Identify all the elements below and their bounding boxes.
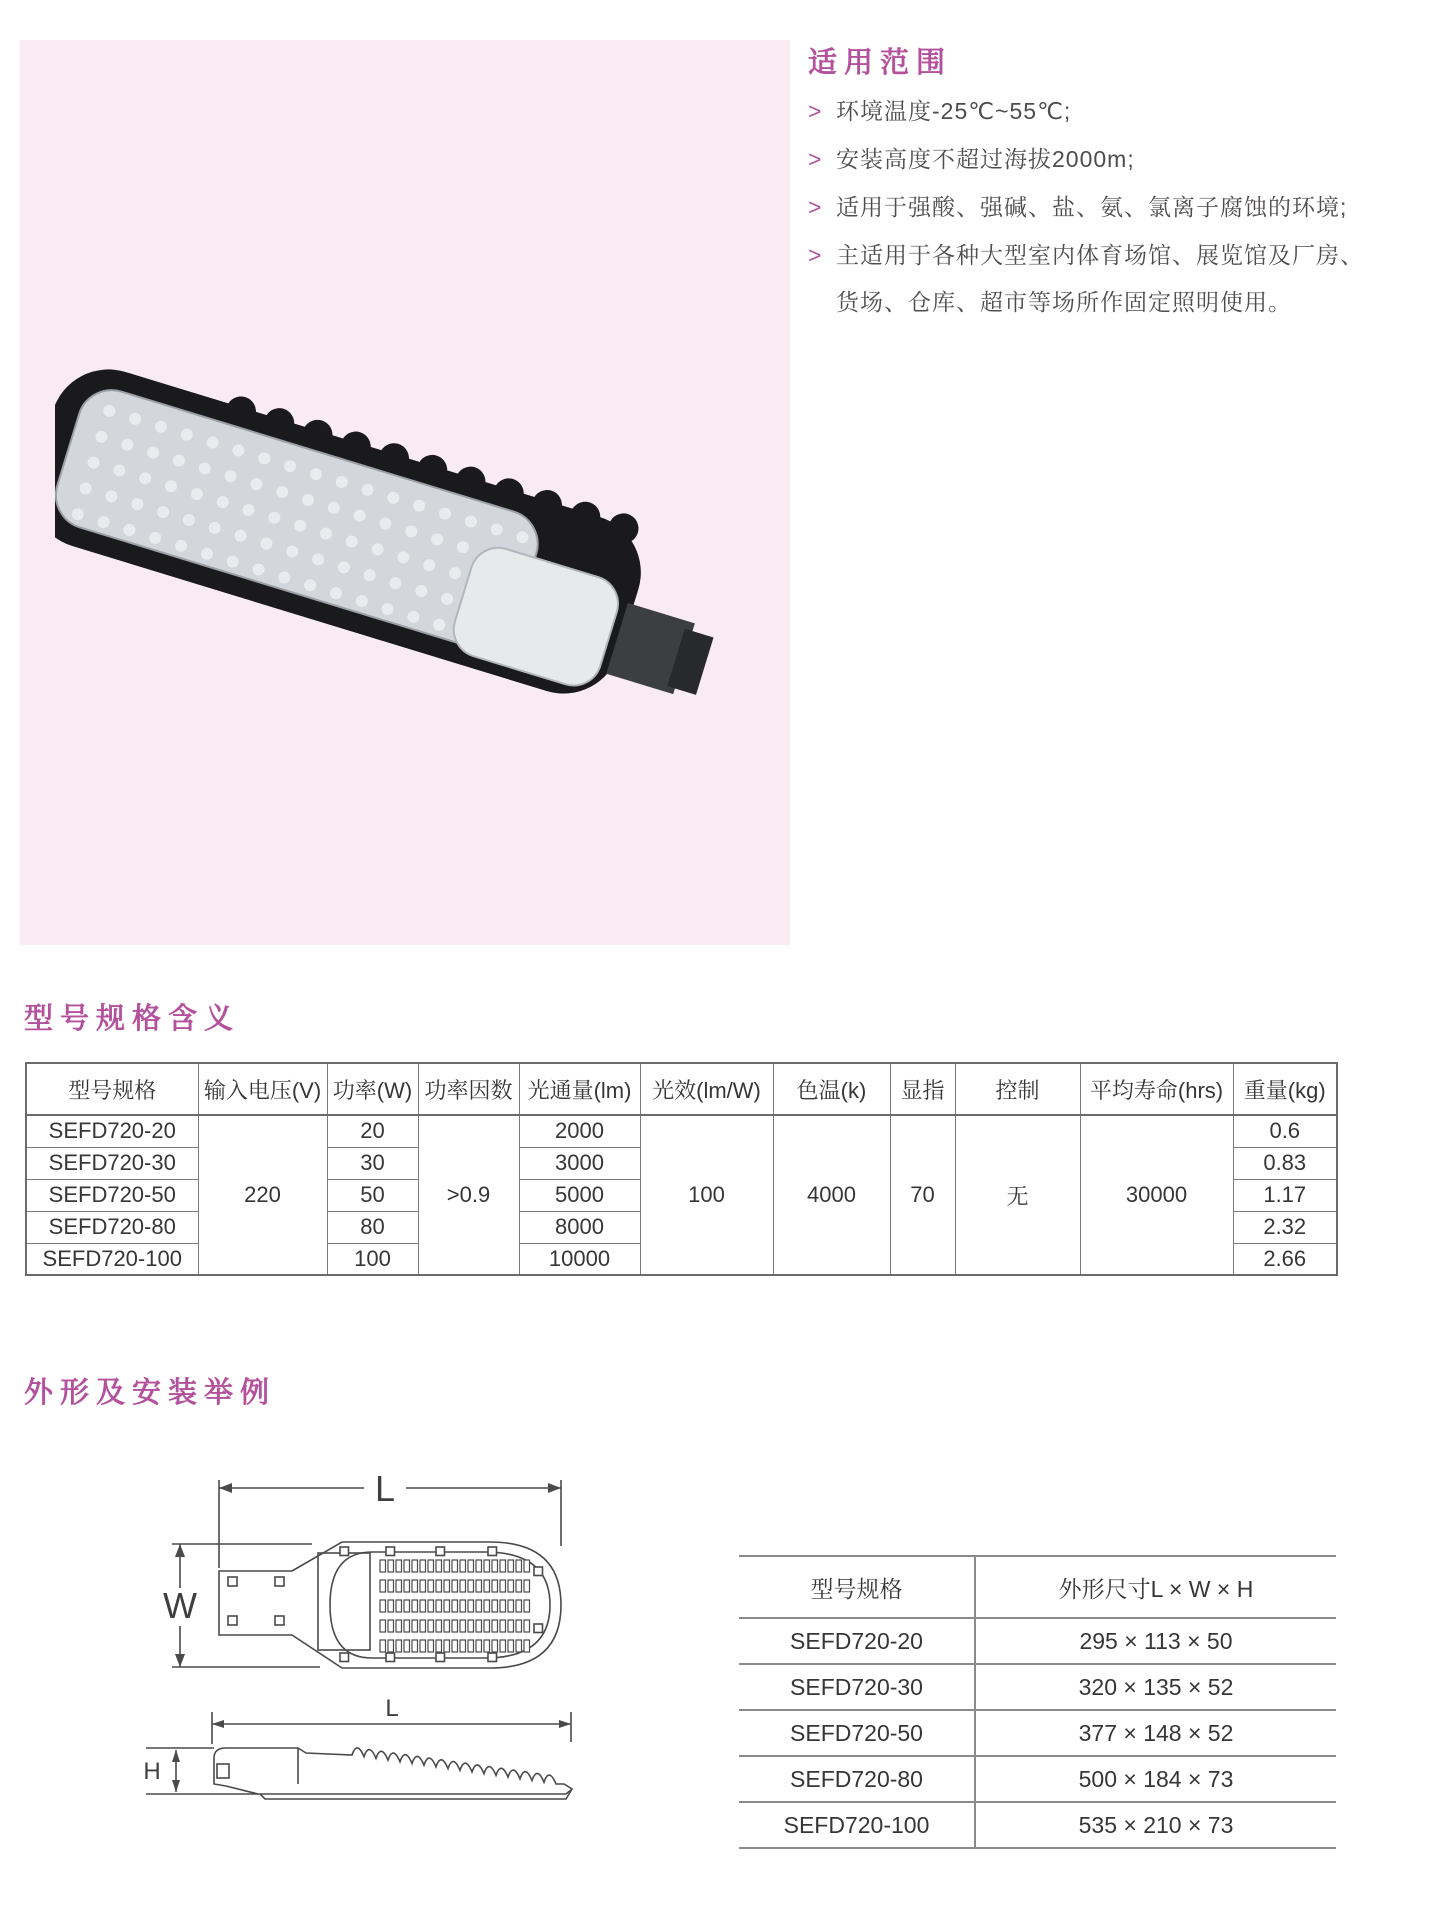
table-row <box>739 1618 1336 1664</box>
led-grid <box>380 1560 530 1652</box>
bullet-marker <box>808 287 836 317</box>
list-item-text: 货场、仓库、超市等场所作固定照明使用。 <box>836 289 1292 315</box>
weight-cell: 1.17 <box>1233 1179 1337 1211</box>
arrowhead <box>212 1720 224 1728</box>
dimensions-table <box>739 1555 1336 1849</box>
model-cell: SEFD720-30 <box>26 1147 198 1179</box>
size-cell: 295 × 113 × 50 <box>975 1618 1336 1664</box>
outline-section-title: 外形及安装举例 <box>24 1377 277 1409</box>
arrowhead <box>219 1483 232 1493</box>
table-header-row <box>739 1556 1336 1618</box>
header-cri: 显指 <box>890 1063 955 1115</box>
arrowhead <box>175 1544 185 1557</box>
header-voltage: 输入电压(V) <box>198 1063 327 1115</box>
list-item-text: 环境温度-25℃~55℃; <box>836 98 1072 124</box>
list-item-text: 安装高度不超过海拔2000m; <box>836 146 1135 172</box>
life-cell: 30000 <box>1080 1115 1233 1275</box>
weight-cell: 2.66 <box>1233 1243 1337 1275</box>
cri-cell: 70 <box>890 1115 955 1275</box>
power-cell: 30 <box>327 1147 418 1179</box>
power-cell: 100 <box>327 1243 418 1275</box>
header-power-factor: 功率因数 <box>418 1063 519 1115</box>
efficacy-cell: 100 <box>640 1115 773 1275</box>
arrowhead <box>559 1720 571 1728</box>
model-cell: SEFD720-80 <box>739 1756 975 1802</box>
model-cell: SEFD720-80 <box>26 1211 198 1243</box>
bullet-marker: > <box>808 242 823 268</box>
size-cell: 535 × 210 × 73 <box>975 1802 1336 1848</box>
flux-cell: 3000 <box>519 1147 640 1179</box>
header-model: 型号规格 <box>26 1063 198 1115</box>
weight-cell: 0.6 <box>1233 1115 1337 1147</box>
size-cell: 377 × 148 × 52 <box>975 1710 1336 1756</box>
spec-table <box>25 1062 1338 1276</box>
bullet-marker: > <box>808 98 823 124</box>
table-row <box>26 1115 1337 1147</box>
power-factor-cell: >0.9 <box>418 1115 519 1275</box>
list-item <box>808 192 1347 222</box>
list-item <box>808 144 1135 174</box>
model-cell: SEFD720-50 <box>739 1710 975 1756</box>
arrowhead <box>172 1750 180 1762</box>
list-item-text: 主适用于各种大型室内体育场馆、展览馆及厂房、 <box>836 242 1364 268</box>
table-row <box>739 1664 1336 1710</box>
power-cell: 20 <box>327 1115 418 1147</box>
flux-cell: 5000 <box>519 1179 640 1211</box>
side-view-height-label: H <box>143 1758 161 1785</box>
model-cell: SEFD720-20 <box>26 1115 198 1147</box>
weight-cell: 0.83 <box>1233 1147 1337 1179</box>
model-cell: SEFD720-20 <box>739 1618 975 1664</box>
model-cell: SEFD720-100 <box>26 1243 198 1275</box>
cable-gland <box>217 1764 229 1778</box>
power-cell: 50 <box>327 1179 418 1211</box>
model-cell: SEFD720-50 <box>26 1179 198 1211</box>
flux-cell: 2000 <box>519 1115 640 1147</box>
top-view-width-label: W <box>163 1585 197 1626</box>
header-cct: 色温(k) <box>773 1063 890 1115</box>
cct-cell: 4000 <box>773 1115 890 1275</box>
header-power: 功率(W) <box>327 1063 418 1115</box>
top-view-length-label: L <box>374 1468 396 1509</box>
header-control: 控制 <box>955 1063 1080 1115</box>
side-view-length-label: L <box>385 1695 399 1722</box>
bullet-marker: > <box>808 146 823 172</box>
size-cell: 320 × 135 × 52 <box>975 1664 1336 1710</box>
applicable-range-title: 适用范围 <box>808 47 953 79</box>
list-item <box>808 96 1071 126</box>
header-flux: 光通量(lm) <box>519 1063 640 1115</box>
table-header-row <box>26 1063 1337 1115</box>
voltage-cell: 220 <box>198 1115 327 1275</box>
table-row <box>739 1710 1336 1756</box>
control-cell: 无 <box>955 1115 1080 1275</box>
size-cell: 500 × 184 × 73 <box>975 1756 1336 1802</box>
spec-section-title: 型号规格含义 <box>24 1003 241 1035</box>
table-row <box>739 1802 1336 1848</box>
list-item-text: 适用于强酸、强碱、盐、氨、氯离子腐蚀的环境; <box>836 194 1348 220</box>
power-cell: 80 <box>327 1211 418 1243</box>
street-light-photo <box>55 300 775 730</box>
header-model: 型号规格 <box>739 1556 975 1618</box>
arrowhead <box>548 1483 561 1493</box>
flux-cell: 10000 <box>519 1243 640 1275</box>
header-size: 外形尺寸L × W × H <box>975 1556 1336 1618</box>
lens-box <box>318 1553 370 1650</box>
flux-cell: 8000 <box>519 1211 640 1243</box>
side-profile-outline <box>214 1748 572 1794</box>
list-item <box>808 287 1292 317</box>
model-cell: SEFD720-30 <box>739 1664 975 1710</box>
weight-cell: 2.32 <box>1233 1211 1337 1243</box>
top-view-drawing <box>140 1438 580 1683</box>
header-efficacy: 光效(lm/W) <box>640 1063 773 1115</box>
header-weight: 重量(kg) <box>1233 1063 1337 1115</box>
arrowhead <box>172 1780 180 1792</box>
header-life: 平均寿命(hrs) <box>1080 1063 1233 1115</box>
table-row <box>739 1756 1336 1802</box>
side-view-drawing <box>128 1692 593 1832</box>
arrowhead <box>175 1654 185 1667</box>
list-item <box>808 240 1364 270</box>
model-cell: SEFD720-100 <box>739 1802 975 1848</box>
bullet-marker: > <box>808 194 823 220</box>
